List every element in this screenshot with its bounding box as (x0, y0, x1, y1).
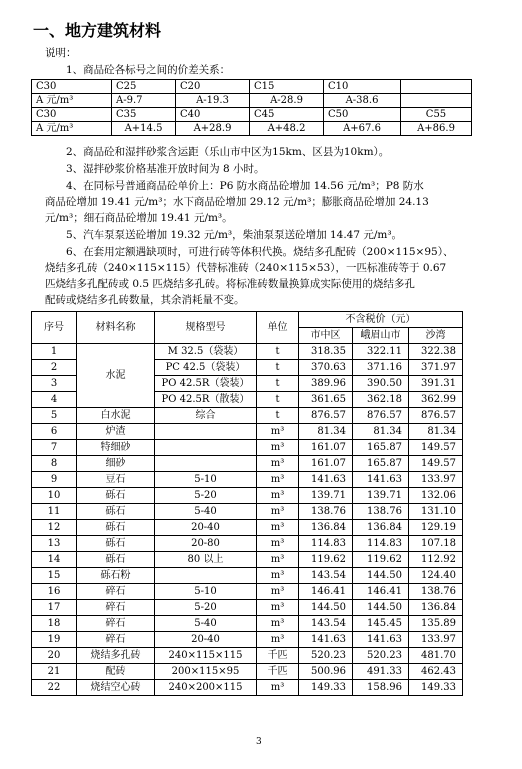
grade-row (32, 94, 472, 108)
table-row (32, 552, 463, 568)
grade-cell: C30 (32, 80, 112, 94)
cell-name: 炉渣 (77, 424, 155, 440)
cell-spec: 5-20 (155, 488, 257, 504)
cell-spec: 5-40 (155, 504, 257, 520)
cell-name: 烧结空心砖 (77, 680, 155, 696)
cell-price-emeishan: 371.16 (353, 360, 409, 376)
cell-price-shawan: 362.99 (409, 392, 463, 408)
cell-spec: 240×200×115 (155, 680, 257, 696)
cell-price-emeishan: 146.41 (353, 584, 409, 600)
page-number: 3 (256, 737, 262, 747)
cell-price-emeishan: 158.96 (353, 680, 409, 696)
cell-price-emeishan: 144.50 (353, 600, 409, 616)
cell-seq: 4 (32, 392, 77, 408)
grade-row (32, 122, 472, 136)
cell-seq: 13 (32, 536, 77, 552)
cell-price-shizhong: 119.62 (299, 552, 353, 568)
cell-price-shizhong: 500.96 (299, 664, 353, 680)
cell-unit: m³ (257, 600, 299, 616)
cell-price-shawan: 135.89 (409, 616, 463, 632)
grade-cell: C55 (401, 108, 472, 122)
cell-unit: m³ (257, 568, 299, 584)
cell-price-emeishan: 139.71 (353, 488, 409, 504)
grade-cell: A+28.9 (176, 122, 250, 136)
cell-unit: m³ (257, 552, 299, 568)
header-name: 材料名称 (77, 312, 155, 344)
cell-unit: m³ (257, 616, 299, 632)
grade-cell: A-19.3 (176, 94, 250, 108)
cell-spec: 240×115×115 (155, 648, 257, 664)
table-row (32, 584, 463, 600)
cell-price-shawan: 138.76 (409, 584, 463, 600)
table-row (32, 456, 463, 472)
cell-unit: m³ (257, 504, 299, 520)
cell-seq: 19 (32, 632, 77, 648)
cell-spec: 20-40 (155, 520, 257, 536)
cell-price-shawan: 133.97 (409, 632, 463, 648)
cell-name: 碎石 (77, 632, 155, 648)
note-4-line-3: 元/m³；细石商品砼增加 19.41 元/m³。 (45, 212, 233, 224)
cell-price-emeishan: 145.45 (353, 616, 409, 632)
cell-price-shawan: 322.38 (409, 344, 463, 360)
cell-unit: m³ (257, 424, 299, 440)
cell-spec: PC 42.5（袋装） (155, 360, 257, 376)
cell-seq: 8 (32, 456, 77, 472)
cell-seq: 9 (32, 472, 77, 488)
table-body (32, 344, 463, 696)
cell-seq: 2 (32, 360, 77, 376)
grade-row (32, 80, 472, 94)
header-seq: 序号 (32, 312, 77, 344)
note-4-line-1: 4、在同标号普通商品砼单价上：P6 防水商品砼增加 14.56 元/m³；P8 防水 (66, 180, 424, 192)
cell-name: 砾石 (77, 552, 155, 568)
cell-price-shawan: 876.57 (409, 408, 463, 424)
header-price-group: 不含税价（元） (299, 312, 463, 328)
table-row (32, 520, 463, 536)
table-row (32, 680, 463, 696)
note-6-line-3: 匹烧结多孔配砖或 0.5 匹烧结多孔砖。将标准砖数量换算成实际使用的烧结多孔 (45, 278, 415, 290)
table-row (32, 632, 463, 648)
cell-name: 砾石 (77, 488, 155, 504)
cell-price-shizhong: 144.50 (299, 600, 353, 616)
cell-unit: m³ (257, 488, 299, 504)
cell-price-shawan: 81.34 (409, 424, 463, 440)
cell-name-cement: 水泥 (77, 344, 155, 408)
grade-cell: A+86.9 (401, 122, 472, 136)
grade-cell: C30 (32, 108, 112, 122)
cell-price-shawan: 481.70 (409, 648, 463, 664)
cell-unit: m³ (257, 440, 299, 456)
cell-price-emeishan: 362.18 (353, 392, 409, 408)
cell-price-shizhong: 361.65 (299, 392, 353, 408)
table-row (32, 568, 463, 584)
header-unit: 单位 (257, 312, 299, 344)
cell-price-shizhong: 370.63 (299, 360, 353, 376)
cell-unit: t (257, 344, 299, 360)
cell-unit: t (257, 376, 299, 392)
grade-cell: C40 (176, 108, 250, 122)
cell-name: 碎石 (77, 616, 155, 632)
cell-seq: 3 (32, 376, 77, 392)
cell-price-shawan: 131.10 (409, 504, 463, 520)
cell-seq: 11 (32, 504, 77, 520)
cell-price-shawan: 149.33 (409, 680, 463, 696)
cell-price-shizhong: 141.63 (299, 472, 353, 488)
grade-cell: A-28.9 (250, 94, 324, 108)
table-row (32, 408, 463, 424)
cell-name: 细砂 (77, 456, 155, 472)
cell-spec: 20-80 (155, 536, 257, 552)
table-row (32, 344, 463, 360)
cell-price-shizhong: 136.84 (299, 520, 353, 536)
cell-price-emeishan: 114.83 (353, 536, 409, 552)
cell-name: 配砖 (77, 664, 155, 680)
cell-name: 砾石 (77, 536, 155, 552)
cell-seq: 7 (32, 440, 77, 456)
grade-cell (401, 94, 472, 108)
table-row (32, 616, 463, 632)
cell-price-shawan: 136.84 (409, 600, 463, 616)
cell-seq: 20 (32, 648, 77, 664)
cell-price-shizhong: 141.63 (299, 632, 353, 648)
cell-spec: 20-40 (155, 632, 257, 648)
cell-price-shizhong: 146.41 (299, 584, 353, 600)
cell-price-shizhong: 81.34 (299, 424, 353, 440)
cell-price-emeishan: 81.34 (353, 424, 409, 440)
table-row (32, 472, 463, 488)
cell-price-emeishan: 136.84 (353, 520, 409, 536)
grade-cell: C15 (250, 80, 324, 94)
table-row (32, 488, 463, 504)
table-row (32, 664, 463, 680)
cell-price-shizhong: 161.07 (299, 440, 353, 456)
cell-price-emeishan: 165.87 (353, 440, 409, 456)
note-3: 3、湿拌砂浆价格基准开放时间为 8 小时。 (66, 163, 265, 175)
cell-spec: PO 42.5R（散装） (155, 392, 257, 408)
grade-cell: C25 (112, 80, 176, 94)
cell-price-shizhong: 139.71 (299, 488, 353, 504)
cell-unit: 千匹 (257, 648, 299, 664)
header-location-shizhong: 市中区 (299, 328, 353, 344)
cell-name: 白水泥 (77, 408, 155, 424)
grade-cell: A+14.5 (112, 122, 176, 136)
cell-seq: 12 (32, 520, 77, 536)
cell-unit: m³ (257, 456, 299, 472)
cell-seq: 21 (32, 664, 77, 680)
header-spec: 规格型号 (155, 312, 257, 344)
cell-price-shizhong: 114.83 (299, 536, 353, 552)
cell-name: 烧结多孔砖 (77, 648, 155, 664)
note-2: 2、商品砼和湿拌砂浆含运距（乐山市中区为15km、区县为10km）。 (66, 146, 390, 158)
cell-price-shizhong: 389.96 (299, 376, 353, 392)
cell-price-shizhong: 520.23 (299, 648, 353, 664)
grade-cell: A-38.6 (324, 94, 401, 108)
note-6-line-1: 6、在套用定额遇缺项时，可进行砖等体积代换。烧结多孔配砖（200×115×95）、 (66, 246, 454, 258)
cell-unit: m³ (257, 520, 299, 536)
grade-price-table (31, 79, 472, 136)
header-location-shawan: 沙湾 (409, 328, 463, 344)
cell-seq: 6 (32, 424, 77, 440)
note-6-line-2: 烧结多孔砖（240×115×115）代替标准砖（240×115×53），一匹标准砖等于 0.67 (45, 262, 447, 274)
cell-price-emeishan: 520.23 (353, 648, 409, 664)
cell-spec (155, 440, 257, 456)
cell-price-shizhong: 143.54 (299, 568, 353, 584)
grade-cell: C20 (176, 80, 250, 94)
cell-price-emeishan: 491.33 (353, 664, 409, 680)
cell-name: 砾石 (77, 504, 155, 520)
cell-unit: m³ (257, 472, 299, 488)
cell-price-shawan: 391.31 (409, 376, 463, 392)
cell-price-emeishan: 141.63 (353, 632, 409, 648)
grade-cell: A 元/m³ (32, 122, 112, 136)
cell-price-emeishan: 165.87 (353, 456, 409, 472)
table-row (32, 600, 463, 616)
cell-spec: 5-10 (155, 472, 257, 488)
cell-price-emeishan: 322.11 (353, 344, 409, 360)
cell-unit: t (257, 408, 299, 424)
cell-unit: m³ (257, 536, 299, 552)
cell-spec: PO 42.5R（袋装） (155, 376, 257, 392)
note-1: 1、商品砼各标号之间的价差关系： (66, 64, 231, 76)
cell-seq: 1 (32, 344, 77, 360)
cell-name: 碎石 (77, 600, 155, 616)
material-price-table (31, 311, 463, 696)
cell-spec (155, 568, 257, 584)
grade-cell: C45 (250, 108, 324, 122)
cell-seq: 15 (32, 568, 77, 584)
cell-unit: m³ (257, 680, 299, 696)
cell-seq: 18 (32, 616, 77, 632)
table-row (32, 440, 463, 456)
cell-price-shawan: 107.18 (409, 536, 463, 552)
cell-seq: 10 (32, 488, 77, 504)
cell-unit: m³ (257, 632, 299, 648)
cell-spec (155, 424, 257, 440)
header-location-emeishan: 峨眉山市 (353, 328, 409, 344)
cell-seq: 17 (32, 600, 77, 616)
cell-price-shawan: 133.97 (409, 472, 463, 488)
cell-name: 砾石粉 (77, 568, 155, 584)
cell-price-shizhong: 161.07 (299, 456, 353, 472)
cell-price-emeishan: 141.63 (353, 472, 409, 488)
grade-cell (401, 80, 472, 94)
grade-cell: A+67.6 (324, 122, 401, 136)
cell-price-emeishan: 876.57 (353, 408, 409, 424)
cell-price-emeishan: 390.50 (353, 376, 409, 392)
cell-unit: 千匹 (257, 664, 299, 680)
cell-spec: 5-40 (155, 616, 257, 632)
table-row (32, 424, 463, 440)
table-header-row (32, 312, 463, 328)
cell-price-shawan: 129.19 (409, 520, 463, 536)
section-heading: 一、地方建筑材料 (33, 21, 162, 40)
cell-price-shawan: 149.57 (409, 456, 463, 472)
cell-name: 碎石 (77, 584, 155, 600)
cell-price-shawan: 149.57 (409, 440, 463, 456)
grade-cell: C50 (324, 108, 401, 122)
cell-seq: 14 (32, 552, 77, 568)
cell-name: 砾石 (77, 520, 155, 536)
cell-seq: 22 (32, 680, 77, 696)
cell-spec: 80 以上 (155, 552, 257, 568)
cell-spec: M 32.5（袋装） (155, 344, 257, 360)
table-row (32, 504, 463, 520)
cell-unit: t (257, 360, 299, 376)
grade-cell: C35 (112, 108, 176, 122)
cell-name: 特细砂 (77, 440, 155, 456)
table-row (32, 648, 463, 664)
table-row (32, 536, 463, 552)
cell-unit: m³ (257, 584, 299, 600)
note-6-line-4: 配砖或烧结多孔砖数量，其余消耗量不变。 (45, 294, 245, 306)
cell-price-shizhong: 149.33 (299, 680, 353, 696)
cell-price-shawan: 132.06 (409, 488, 463, 504)
grade-cell: A-9.7 (112, 94, 176, 108)
cell-spec: 综合 (155, 408, 257, 424)
cell-spec: 5-10 (155, 584, 257, 600)
note-5: 5、汽车泵泵送砼增加 19.32 元/m³，柴油泵泵送砼增加 14.47 元/m³。 (66, 229, 403, 241)
cell-price-shizhong: 138.76 (299, 504, 353, 520)
cell-price-shawan: 371.97 (409, 360, 463, 376)
cell-price-shawan: 124.40 (409, 568, 463, 584)
cell-price-emeishan: 144.50 (353, 568, 409, 584)
cell-spec: 200×115×95 (155, 664, 257, 680)
cell-price-shizhong: 318.35 (299, 344, 353, 360)
cell-seq: 5 (32, 408, 77, 424)
cell-spec: 5-20 (155, 600, 257, 616)
cell-price-shawan: 462.43 (409, 664, 463, 680)
cell-price-emeishan: 138.76 (353, 504, 409, 520)
cell-price-shawan: 112.92 (409, 552, 463, 568)
cell-name: 豆石 (77, 472, 155, 488)
grade-cell: C10 (324, 80, 401, 94)
cell-spec (155, 456, 257, 472)
cell-price-shizhong: 876.57 (299, 408, 353, 424)
cell-seq: 16 (32, 584, 77, 600)
grade-row (32, 108, 472, 122)
cell-unit: t (257, 392, 299, 408)
intro-label: 说明： (45, 47, 77, 59)
grade-cell: A+48.2 (250, 122, 324, 136)
cell-price-shizhong: 143.54 (299, 616, 353, 632)
grade-cell: A 元/m³ (32, 94, 112, 108)
cell-price-emeishan: 119.62 (353, 552, 409, 568)
note-4-line-2: 商品砼增加 19.41 元/m³；水下商品砼增加 29.12 元/m³；膨胀商品砼增加 24.13 (45, 196, 429, 208)
